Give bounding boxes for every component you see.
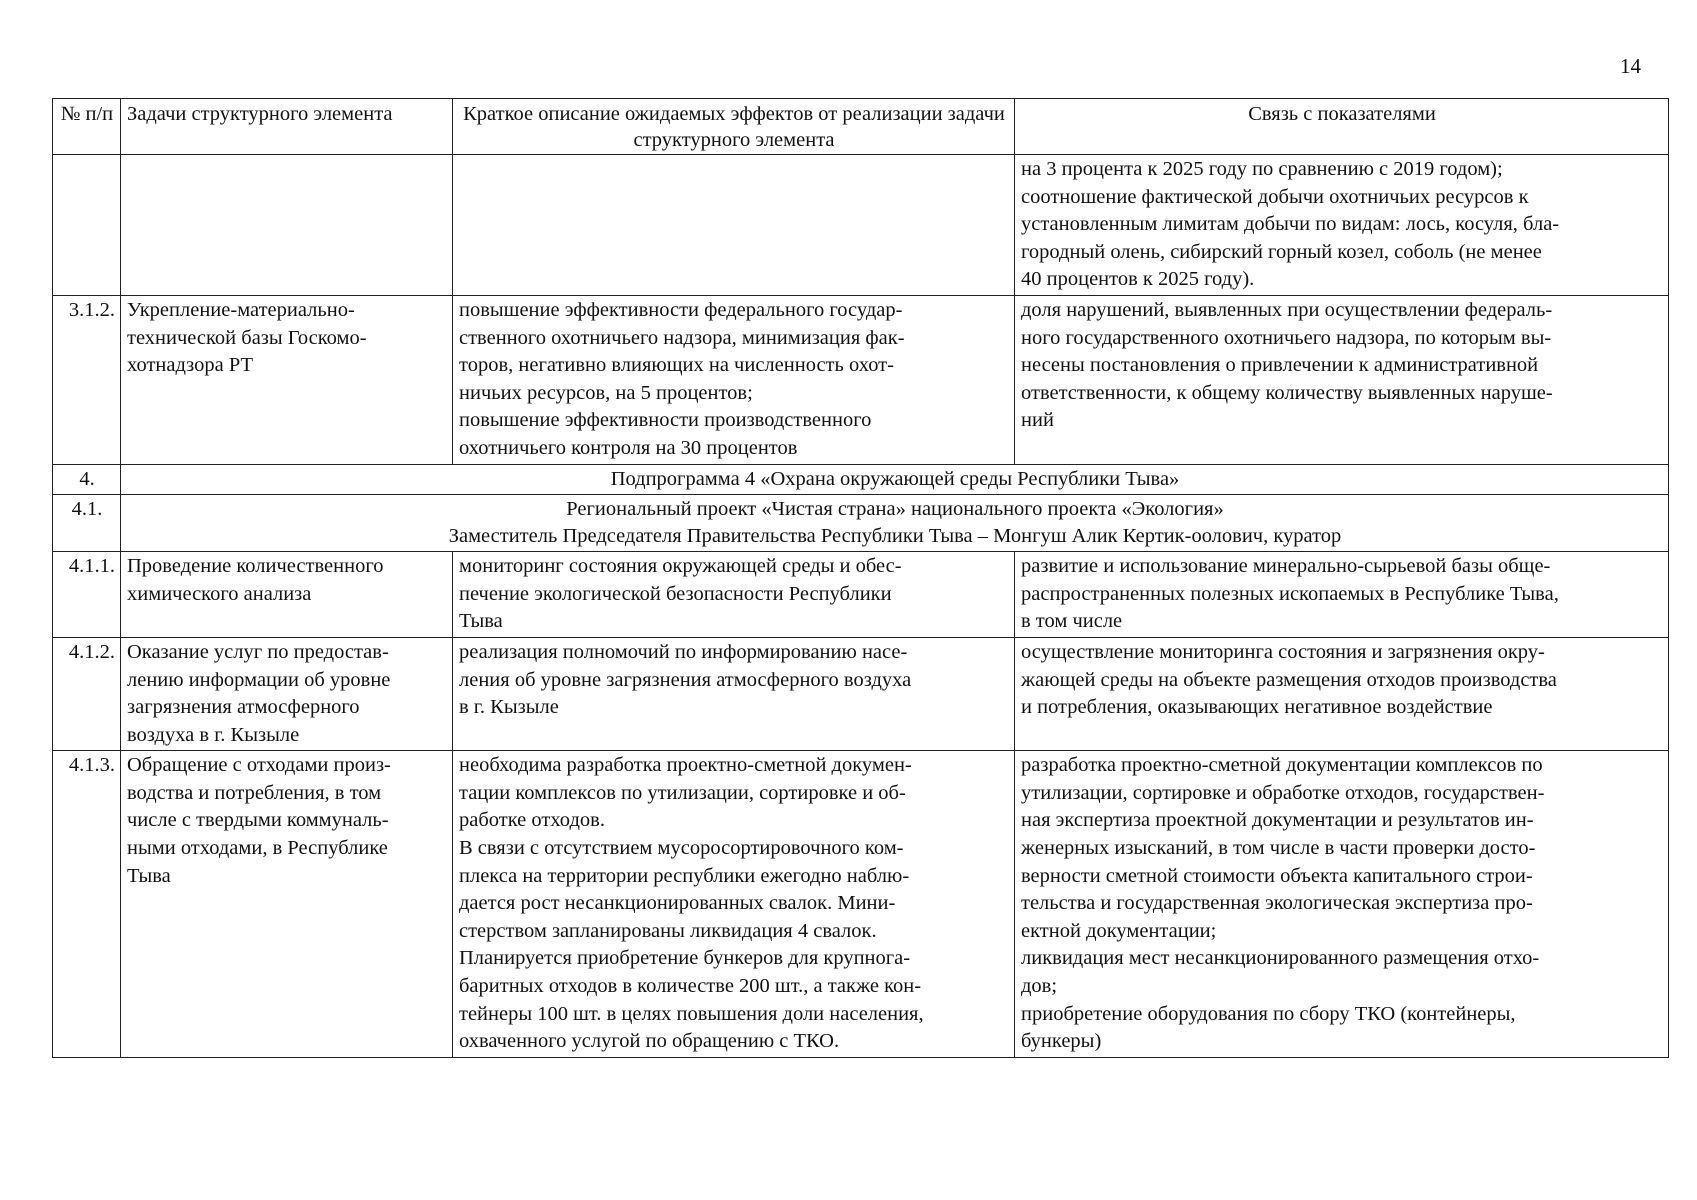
text-line: тельства и государственная экологическая экспертиза про- <box>1021 892 1533 915</box>
indicators-table <box>52 98 1669 1058</box>
text-line: повышение эффективности производственного <box>459 409 872 432</box>
project-title <box>121 495 1669 552</box>
header-effect: Краткое описание ожидаемых эффектов от реализации задачи структурного элемента <box>453 99 1015 155</box>
project-curator: Заместитель Председателя Правительства Республики Тыва – Монгуш Алик Кертик-оолович, куратор <box>448 525 1342 548</box>
text-line: баритных отходов в количестве 200 шт., а также кон- <box>459 975 922 998</box>
text-line: ничьих ресурсов, на 5 процентов; <box>459 381 753 404</box>
row-num: 3.1.2. <box>53 295 121 464</box>
text-line: распространенных полезных ископаемых в Республике Тыва, <box>1021 582 1559 605</box>
header-task: Задачи структурного элемента <box>121 99 453 155</box>
row-effect <box>453 751 1015 1058</box>
row-link <box>1015 751 1669 1058</box>
text-line: ная экспертиза проектной документации и результатов ин- <box>1021 809 1534 832</box>
text-line: Укрепление-материально- <box>127 298 355 321</box>
text-line: химического анализа <box>127 582 312 605</box>
text-line: хотнадзора РТ <box>127 354 254 377</box>
table-row <box>53 552 1669 638</box>
section-row <box>53 495 1669 552</box>
header-link: Связь с показателями <box>1015 99 1669 155</box>
text-line: В связи с отсутствием мусоросортировочного ком- <box>459 837 904 860</box>
text-line: Оказание услуг по предостав- <box>127 640 389 663</box>
text-line: Тыва <box>127 864 171 887</box>
text-line: в том числе <box>1021 610 1123 633</box>
text-line: ектной документации; <box>1021 919 1217 942</box>
text-line: приобретение оборудования по сбору ТКО (контейнеры, <box>1021 1002 1516 1025</box>
text-line: технической базы Госкомо- <box>127 326 367 349</box>
row-task <box>121 637 453 750</box>
text-line: печение экологической безопасности Республики <box>459 582 892 605</box>
text-line: дается рост несанкционированных свалок. Мини- <box>459 892 896 915</box>
row-effect <box>453 155 1015 296</box>
row-effect <box>453 637 1015 750</box>
text-line: тации комплексов по утилизации, сортировке и об- <box>459 781 906 804</box>
text-line: тейнеры 100 шт. в целях повышения доли населения, <box>459 1002 924 1025</box>
text-line: воздуха в г. Кызыле <box>127 723 300 746</box>
text-line: плекса на территории республики ежегодно наблю- <box>459 864 910 887</box>
text-line: развитие и использование минерально-сырьевой базы обще- <box>1021 555 1551 578</box>
text-line: числе с твердыми коммуналь- <box>127 809 389 832</box>
row-task <box>121 295 453 464</box>
row-link <box>1015 155 1669 296</box>
text-line: ственного охотничьего надзора, минимизация фак- <box>459 326 905 349</box>
row-num: 4.1.2. <box>53 637 121 750</box>
row-link <box>1015 295 1669 464</box>
text-line: Обращение с отходами произ- <box>127 754 391 777</box>
text-line: несены постановления о привлечении к административной <box>1021 354 1539 377</box>
text-line: ответственности, к общему количеству выявленных наруше- <box>1021 381 1553 404</box>
text-line: стерством запланированы ликвидация 4 свалок. <box>459 919 877 942</box>
text-line: ний <box>1021 409 1054 432</box>
row-num: 4. <box>53 464 121 495</box>
row-task <box>121 552 453 638</box>
text-line: установленным лимитам добычи по видам: лось, косуля, бла- <box>1021 213 1560 236</box>
text-line: жающей среды на объекте размещения отходов производства <box>1021 668 1557 691</box>
text-line: верности сметной стоимости объекта капитального строи- <box>1021 864 1533 887</box>
row-num: 4.1.3. <box>53 751 121 1058</box>
text-line: бункеры) <box>1021 1030 1102 1053</box>
table-header-row <box>53 99 1669 155</box>
text-line: доля нарушений, выявленных при осуществлении федераль- <box>1021 298 1553 321</box>
row-task <box>121 751 453 1058</box>
table-row <box>53 751 1669 1058</box>
text-line: дов; <box>1021 975 1058 998</box>
row-task <box>121 155 453 296</box>
text-line: мониторинг состояния окружающей среды и обес- <box>459 555 902 578</box>
text-line: повышение эффективности федерального государ- <box>459 298 903 321</box>
text-line: Тыва <box>459 610 503 633</box>
page-number: 14 <box>1620 54 1641 78</box>
row-link <box>1015 552 1669 638</box>
text-line: необходима разработка проектно-сметной докумен- <box>459 754 912 777</box>
text-line: загрязнения атмосферного <box>127 696 360 719</box>
text-line: на 3 процента к 2025 году по сравнению с 2019 годом); <box>1021 158 1503 180</box>
text-line: водства и потребления, в том <box>127 781 382 804</box>
table-row <box>53 637 1669 750</box>
row-num <box>53 155 121 296</box>
text-line: утилизации, сортировке и обработке отходов, государствен- <box>1021 781 1545 804</box>
text-line: работке отходов. <box>459 809 605 832</box>
row-link <box>1015 637 1669 750</box>
text-line: реализация полномочий по информированию насе- <box>459 640 908 663</box>
text-line: и потребления, оказывающих негативное воздействие <box>1021 696 1493 719</box>
text-line: ления об уровне загрязнения атмосферного воздуха <box>459 668 912 691</box>
subprogram-title: Подпрограмма 4 «Охрана окружающей среды Республики Тыва» <box>121 464 1669 495</box>
text-line: Планируется приобретение бункеров для крупнога- <box>459 947 911 970</box>
text-line: 40 процентов к 2025 году). <box>1021 268 1255 291</box>
section-row <box>53 464 1669 495</box>
text-line: в г. Кызыле <box>459 696 559 719</box>
text-line: Проведение количественного <box>127 555 384 578</box>
text-line: охваченного услугой по обращению с ТКО. <box>459 1030 840 1053</box>
table-row <box>53 295 1669 464</box>
table-row <box>53 155 1669 296</box>
text-line: охотничьего контроля на 30 процентов <box>459 436 798 459</box>
text-line: женерных изысканий, в том числе в части проверки досто- <box>1021 837 1536 860</box>
text-line: торов, негативно влияющих на численность охот- <box>459 354 894 377</box>
project-name: Региональный проект «Чистая страна» национального проекта «Экология» <box>566 498 1224 521</box>
text-line: городный олень, сибирский горный козел, соболь (не менее <box>1021 240 1542 263</box>
row-num: 4.1.1. <box>53 552 121 638</box>
text-line: соотношение фактической добычи охотничьих ресурсов к <box>1021 185 1529 208</box>
text-line: лению информации об уровне <box>127 668 391 691</box>
row-effect <box>453 295 1015 464</box>
text-line: ного государственного охотничьего надзора, по которым вы- <box>1021 326 1552 349</box>
row-num: 4.1. <box>53 495 121 552</box>
text-line: ликвидация мест несанкционированного размещения отхо- <box>1021 947 1540 970</box>
text-line: осуществление мониторинга состояния и загрязнения окру- <box>1021 640 1545 663</box>
text-line: ными отходами, в Республике <box>127 837 388 860</box>
text-line: разработка проектно-сметной документации комплексов по <box>1021 754 1543 777</box>
header-num: № п/п <box>53 99 121 155</box>
row-effect <box>453 552 1015 638</box>
